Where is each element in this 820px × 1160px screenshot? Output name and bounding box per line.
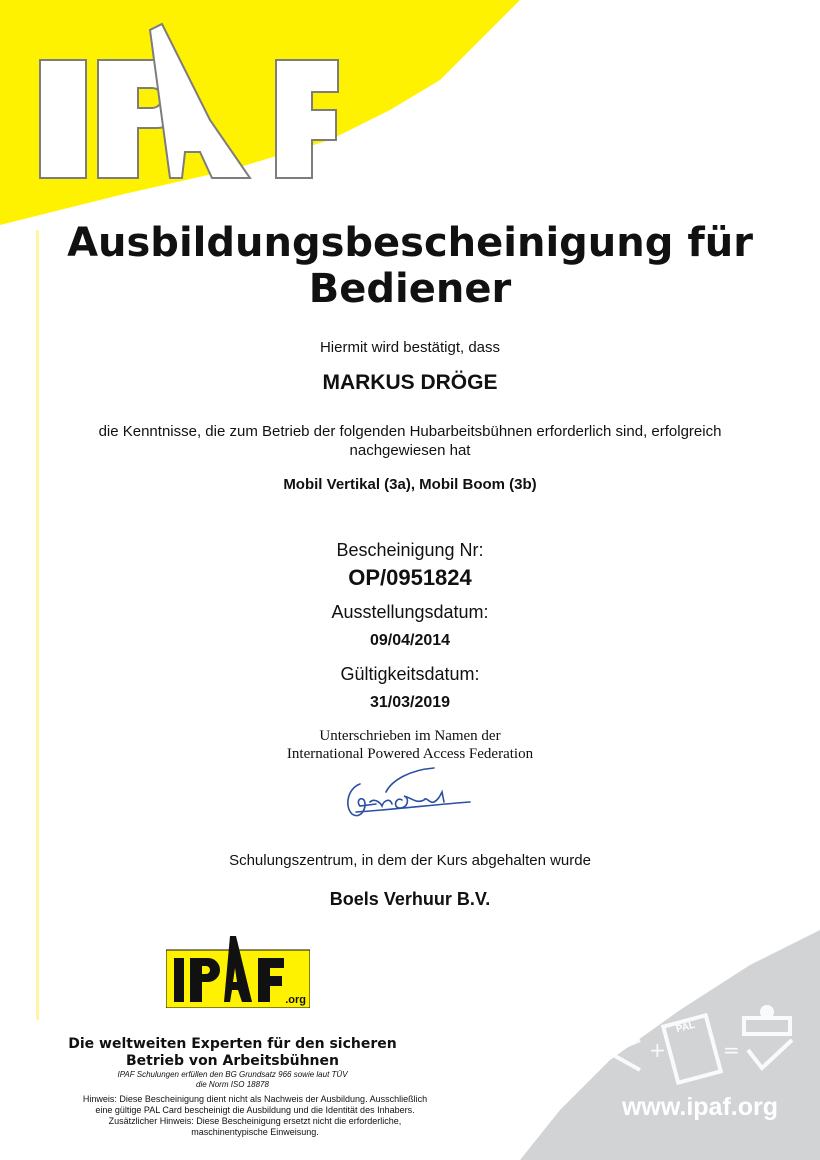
- tagline: [40, 1036, 425, 1070]
- signature: [330, 762, 480, 832]
- title-line-1: Ausbildungsbescheinigung für: [67, 220, 753, 266]
- signed-line-2: International Powered Access Federation: [286, 746, 534, 762]
- knowledge-line-2: nachgewiesen hat: [349, 442, 471, 459]
- training-centre-name: Boels Verhuur B.V.: [329, 889, 491, 909]
- standard-note: [40, 1070, 425, 1090]
- knowledge-text: [0, 422, 820, 460]
- signed-text: [0, 727, 820, 763]
- issue-date-value: 09/04/2014: [369, 632, 451, 649]
- svg-text:+: +: [649, 1038, 666, 1062]
- signed-line-1: Unterschrieben im Namen der: [319, 728, 501, 744]
- disclaimer-line-4: maschinentypische Einweisung.: [191, 1127, 319, 1137]
- website-link[interactable]: www.ipaf.org: [621, 1093, 779, 1121]
- certificate-number: OP/0951824: [348, 565, 472, 590]
- title-line-2: Bediener: [308, 266, 512, 312]
- disclaimer: [40, 1094, 470, 1138]
- standard-note-line-1: IPAF Schulungen erfüllen den BG Grundsatz 966 sowie laut TÜV: [117, 1070, 348, 1079]
- expiry-date-label: Gültigkeitsdatum:: [340, 664, 480, 684]
- footer-logo-suffix: .org: [285, 994, 306, 1006]
- disclaimer-line-3: Zusätzlicher Hinweis: Diese Bescheinigung ersetzt nicht die erforderliche,: [108, 1116, 402, 1126]
- svg-text:=: =: [723, 1038, 740, 1062]
- standard-note-line-2: die Norm ISO 18878: [196, 1080, 269, 1089]
- tagline-line-2: Betrieb von Arbeitsbühnen: [125, 1053, 339, 1069]
- holder-name: MARKUS DRÖGE: [322, 371, 498, 394]
- disclaimer-line-1: Hinweis: Diese Bescheinigung dient nicht als Nachweis der Ausbildung. Ausschließlich: [82, 1094, 428, 1104]
- platform-categories: Mobil Vertikal (3a), Mobil Boom (3b): [283, 476, 537, 493]
- ipaf-logo-footer: [166, 936, 310, 1008]
- page-title: [0, 220, 820, 312]
- certificate-label: Bescheinigung Nr:: [336, 540, 484, 560]
- disclaimer-line-2: eine gültige PAL Card bescheinigt die Ausbildung und die Identität des Inhabers.: [95, 1105, 415, 1115]
- issue-date-label: Ausstellungsdatum:: [331, 602, 489, 622]
- knowledge-line-1: die Kenntnisse, die zum Betrieb der folgenden Hubarbeitsbühnen erforderlich sind, erfolgreich: [98, 423, 722, 440]
- confirm-text: Hiermit wird bestätigt, dass: [319, 339, 501, 356]
- training-centre-label: Schulungszentrum, in dem der Kurs abgehalten wurde: [229, 852, 591, 869]
- expiry-date-value: 31/03/2019: [369, 694, 451, 711]
- tagline-line-1: Die weltweiten Experten für den sicheren: [68, 1036, 397, 1052]
- pal-card-label: PAL: [674, 1019, 697, 1036]
